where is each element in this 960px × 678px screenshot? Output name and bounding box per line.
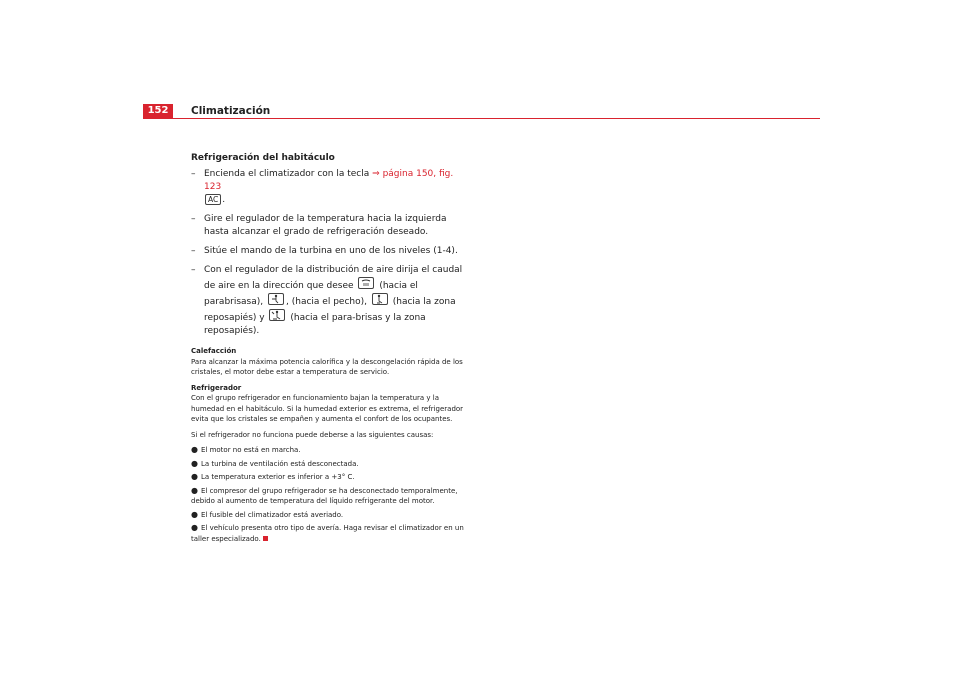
cross-reference-link[interactable]: página 150, fig. 123 <box>204 169 454 192</box>
list-item: ● El compresor del grupo refrigerador se ha desconectado temporalmente, debido al aumento de temperatura del líquido refrigerante del motor. <box>191 485 458 505</box>
list-item: ● El fusible del climatizador está averiado. <box>191 509 344 519</box>
chapter-title: Climatización <box>191 105 271 117</box>
bullet-icon: ● <box>191 458 198 468</box>
bullet-icon: ● <box>191 523 198 532</box>
step-3-text: Sitúe el mando de la turbina en uno de los niveles (1-4). <box>204 246 458 256</box>
fridge-title: Refrigerador <box>191 383 242 392</box>
causes-intro: Si el refrigerador no funciona puede deberse a las siguientes causas: <box>191 430 434 439</box>
page-number: 152 <box>143 104 173 118</box>
cross-reference-arrow: ⇒ <box>372 169 380 179</box>
windshield-footwell-icon <box>269 309 285 321</box>
section-title: Refrigeración del habitáculo <box>191 153 335 163</box>
ac-key-label: AC <box>205 194 221 205</box>
step-1-end: . <box>222 195 226 205</box>
fridge-text: Con el grupo refrigerador en funcionamiento bajan la temperatura y la humedad en el habitáculo. Si la humedad exterior es extrema, el refrigerador evita que los cristales se empañen y aumenta el confort de los ocupantes. <box>191 394 464 423</box>
bullet-icon: ● <box>191 445 198 454</box>
step-4 <box>191 264 467 338</box>
dash-marker: – <box>191 246 196 256</box>
header-divider <box>143 118 820 119</box>
notes-block <box>191 346 467 544</box>
section-end-icon <box>263 536 268 541</box>
footwell-icon <box>372 293 388 305</box>
bullet-icon: ● <box>191 509 198 519</box>
step-1-text: Encienda el climatizador con la tecla <box>204 169 370 179</box>
bullet-icon: ● <box>191 472 198 481</box>
dash-marker: – <box>191 169 196 179</box>
dash-marker: – <box>191 214 196 224</box>
page-content <box>191 152 467 547</box>
step-2-text: Gire el regulador de la temperatura hacia la izquierda hasta alcanzar el grado de refrigeración deseado. <box>204 214 447 237</box>
step-4-text-e: (hacia el para-brisas y la zona reposapiés). <box>204 313 426 336</box>
step-4-text-a: Con el regulador de la distribución de aire dirija el caudal de aire en la dirección que desee <box>204 265 463 291</box>
step-4-text-b: (hacia el parabrisasa), <box>204 281 418 307</box>
step-4-text-d: (hacia la zona reposapiés) y <box>204 297 456 323</box>
step-3 <box>191 245 467 258</box>
list-item: ● La temperatura exterior es inferior a +3° C. <box>191 472 355 481</box>
step-1 <box>191 168 467 207</box>
list-item: ● La turbina de ventilación está desconectada. <box>191 458 359 468</box>
windshield-icon <box>358 277 374 289</box>
heating-text: Para alcanzar la máxima potencia calorífica y la descongelación rápida de los cristales, el motor debe estar a temperatura de servicio. <box>191 357 463 376</box>
list-item: ● El vehículo presenta otro tipo de avería. Haga revisar el climatizador en un taller especializado. <box>191 523 464 543</box>
heating-title: Calefacción <box>191 347 237 355</box>
dash-marker: – <box>191 265 196 275</box>
step-2 <box>191 213 467 239</box>
step-4-text-c: , (hacia el pecho), <box>286 297 367 307</box>
bullet-icon: ● <box>191 485 198 495</box>
chest-vent-icon <box>268 293 284 305</box>
list-item: ● El motor no está en marcha. <box>191 445 301 454</box>
